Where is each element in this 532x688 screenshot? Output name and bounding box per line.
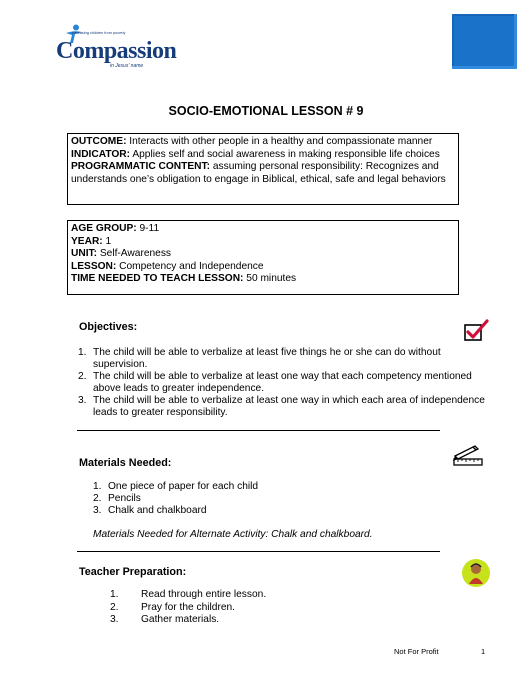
teacher-icon xyxy=(461,558,491,588)
teacher-prep-list xyxy=(110,589,266,627)
footer-text: Not For Profit xyxy=(394,647,439,656)
list-item xyxy=(110,602,266,615)
materials-list xyxy=(78,481,378,517)
page-title: SOCIO-EMOTIONAL LESSON # 9 xyxy=(168,104,364,118)
list-item xyxy=(110,589,266,602)
section-divider xyxy=(77,430,440,431)
item-text: Gather materials. xyxy=(141,614,220,625)
item-number: 1. xyxy=(93,481,102,492)
list-item xyxy=(78,347,488,371)
pencil-ruler-icon xyxy=(451,443,485,471)
list-item xyxy=(78,371,488,395)
unit-label: UNIT: xyxy=(71,248,98,259)
item-number: 1. xyxy=(110,589,119,600)
lesson-value: Competency and Independence xyxy=(116,260,264,272)
time-value: 50 minutes xyxy=(243,273,297,284)
item-number: 2. xyxy=(110,601,119,613)
year-value: 1 xyxy=(102,235,112,247)
compassion-logo xyxy=(56,22,177,69)
objectives-heading: Objectives: xyxy=(79,321,138,333)
logo-subtitle: in Jesus' name xyxy=(110,63,144,69)
unit-row xyxy=(71,248,455,261)
lesson-row xyxy=(71,261,455,274)
item-number: 3. xyxy=(78,395,87,406)
programmatic-row xyxy=(71,161,455,186)
item-text: Pray for the children. xyxy=(141,601,235,613)
year-label: YEAR: xyxy=(71,235,103,247)
item-text: The child will be able to verbalize at least five things he or she can do without supervision. xyxy=(93,347,441,370)
age-value: 9-11 xyxy=(136,223,160,234)
programmatic-label: PROGRAMMATIC CONTENT: xyxy=(71,161,211,172)
item-number: 3. xyxy=(110,614,119,625)
age-row xyxy=(71,223,455,236)
materials-heading: Materials Needed: xyxy=(79,457,172,469)
unit-value: Self-Awareness xyxy=(97,248,172,259)
list-item xyxy=(78,481,378,493)
section-divider xyxy=(77,551,440,552)
item-number: 3. xyxy=(93,505,102,516)
item-text: The child will be able to verbalize at least one way in which each area of independence leads to greater responsibility. xyxy=(93,395,485,418)
teacher-prep-heading: Teacher Preparation: xyxy=(79,566,187,578)
item-number: 2. xyxy=(78,371,87,382)
time-label: TIME NEEDED TO TEACH LESSON: xyxy=(71,273,244,284)
outcome-box xyxy=(67,133,459,205)
page-number: 1 xyxy=(481,647,486,656)
age-label: AGE GROUP: xyxy=(71,223,137,234)
item-number: 1. xyxy=(78,347,87,358)
item-text: Read through entire lesson. xyxy=(141,589,267,600)
item-number: 2. xyxy=(93,493,102,504)
lesson-label: LESSON: xyxy=(71,260,117,272)
lesson-info-box xyxy=(67,220,459,295)
list-item xyxy=(110,614,266,627)
checkbox-icon xyxy=(463,318,489,344)
list-item xyxy=(78,395,488,419)
blue-decorative-box xyxy=(452,14,517,69)
outcome-text: Interacts with other people in a healthy and compassionate manner xyxy=(126,136,433,147)
list-item xyxy=(78,493,378,505)
logo-wordmark: Compassion xyxy=(56,38,177,64)
logo-tagline: Releasing children from poverty xyxy=(72,31,126,35)
alternate-materials: Materials Needed for Alternate Activity: Chalk and chalkboard. xyxy=(93,529,373,540)
item-text: The child will be able to verbalize at least one way that each competency mentioned above leads to greater independence. xyxy=(93,371,472,394)
item-text: Chalk and chalkboard xyxy=(108,505,207,516)
outcome-row xyxy=(71,136,455,149)
list-item xyxy=(78,505,378,517)
indicator-row xyxy=(71,149,455,162)
time-row xyxy=(71,273,455,286)
item-text: Pencils xyxy=(108,493,141,504)
indicator-label: INDICATOR: xyxy=(71,148,131,160)
year-row xyxy=(71,236,455,249)
objectives-list xyxy=(78,347,488,419)
outcome-label: OUTCOME: xyxy=(71,136,127,147)
indicator-text: Applies self and social awareness in making responsible life choices xyxy=(130,148,440,160)
programmatic-text: assuming personal responsibility: Recognizes and understands one’s obligation to engage in Biblical, ethical, safe and legal behaviors xyxy=(71,161,446,185)
item-text: One piece of paper for each child xyxy=(108,481,259,492)
